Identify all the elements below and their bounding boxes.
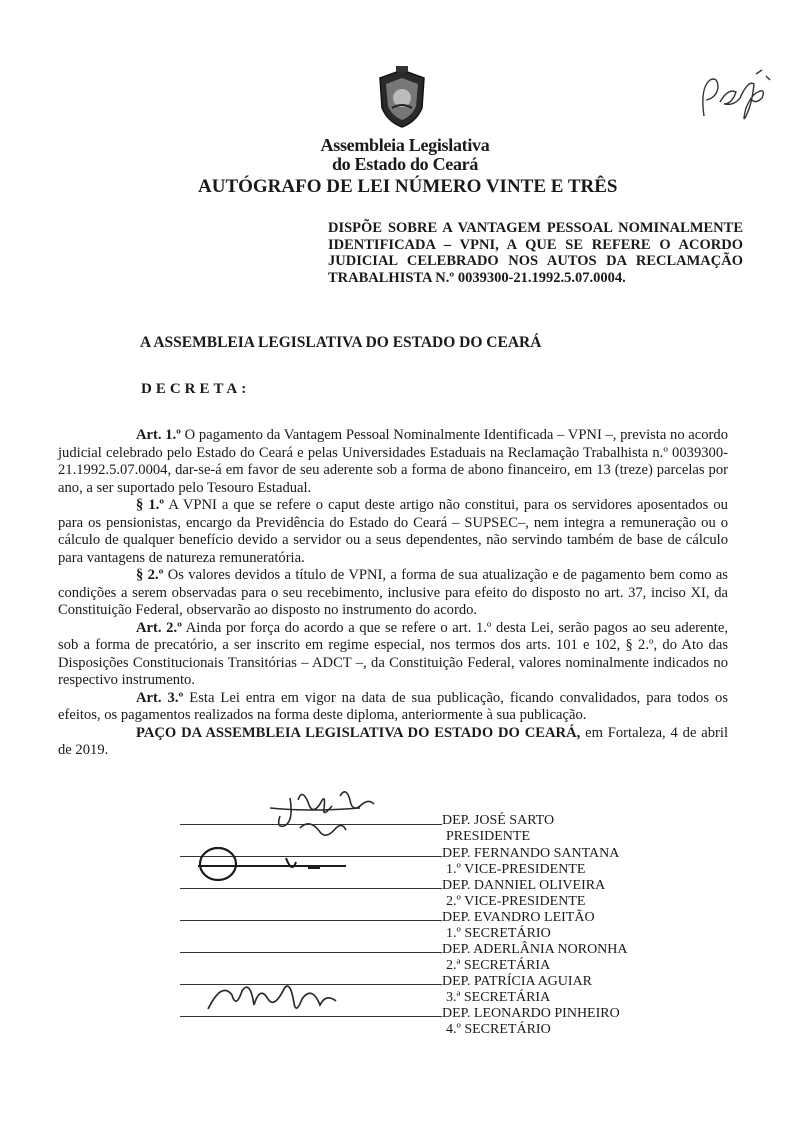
institution-line-2: do Estado do Ceará bbox=[331, 154, 479, 174]
institution-line-1: Assembleia Legislativa bbox=[320, 135, 490, 155]
signatory-role: PRESIDENTE bbox=[446, 829, 530, 844]
closing bbox=[58, 725, 728, 760]
article-text: Os valores devidos a título de VPNI, a forma de sua atualização e de pagamento bem como as condições a serem observadas para o seu recebimento, inclusive para efeito do disposto no art. 37, inciso XI, da Constituição Federal, observarão ao disposto no instrumento do acordo. bbox=[58, 567, 728, 618]
signatory-role: 2.º VICE-PRESIDENTE bbox=[446, 894, 586, 909]
signature-line bbox=[180, 920, 442, 921]
article-1 bbox=[58, 427, 728, 497]
signature-scrawl bbox=[196, 840, 356, 890]
article-text: A VPNI a que se refere o caput deste artigo não constitui, para os servidores aposentados ou para os pensionistas, encargo da Previdência do Estado do Ceará – SUPSEC–, nem integra a remuneração ou o cálculo de qualquer benefício devido a servidor ou a seus dependentes, não servindo também de base de cálculo para vantagens de natureza remuneratória. bbox=[58, 497, 728, 566]
signatory-role: 1.º SECRETÁRIO bbox=[446, 926, 551, 941]
signature-line bbox=[180, 952, 442, 953]
closing-text: em Fortaleza, 4 de abril de 2019. bbox=[58, 724, 728, 758]
institution-name bbox=[290, 136, 520, 174]
article-label: Art. 3.º bbox=[136, 689, 184, 706]
article-label: Art. 2.º bbox=[136, 619, 182, 636]
article-label: § 2.º bbox=[136, 567, 164, 583]
signatory-name: DEP. ADERLÂNIA NORONHA bbox=[442, 942, 628, 957]
decreta-heading: DECRETA: bbox=[141, 381, 251, 397]
article-text: Esta Lei entra em vigor na data de sua publicação, ficando convalidados, para todos os efeitos, os pagamentos realizados na forma deste diploma, anteriormente à sua publicação. bbox=[58, 689, 728, 723]
signatory-role: 4.º SECRETÁRIO bbox=[446, 1022, 551, 1037]
handwritten-note bbox=[696, 58, 776, 128]
signatory-name: DEP. EVANDRO LEITÃO bbox=[442, 910, 595, 925]
signatory-name: DEP. LEONARDO PINHEIRO bbox=[442, 1006, 620, 1021]
signatory-role: 3.ª SECRETÁRIA bbox=[446, 990, 551, 1005]
article-2 bbox=[58, 620, 728, 690]
signatory-role: 1.º VICE-PRESIDENTE bbox=[446, 862, 586, 877]
signatory-name: DEP. PATRÍCIA AGUIAR bbox=[442, 974, 593, 989]
closing-label: PAÇO DA ASSEMBLEIA LEGISLATIVA DO ESTADO DO CEARÁ, bbox=[136, 724, 581, 741]
signatory-name: DEP. JOSÉ SARTO bbox=[442, 813, 555, 828]
law-body bbox=[58, 427, 728, 760]
coat-of-arms-icon bbox=[372, 64, 432, 130]
article-3 bbox=[58, 690, 728, 725]
signatory-name: DEP. DANNIEL OLIVEIRA bbox=[442, 878, 606, 893]
article-label: § 1.º bbox=[136, 497, 165, 513]
paragraph-2 bbox=[58, 567, 728, 620]
signatory-role: 2.ª SECRETÁRIA bbox=[446, 958, 551, 973]
signature-scrawl bbox=[202, 975, 362, 1020]
article-text: O pagamento da Vantagem Pessoal Nominalmente Identificada – VPNI –, prevista no acordo judicial celebrado pelo Estado do Ceará e pelas Universidades Estaduais na Reclamação Trabalhista n.º 0039300-21.1992.5.07.0004, dar-se-á em favor de seu aderente sob a forma de abono financeiro, em 13 (treze) parcelas por ano, a ser suportado pelo Tesouro Estadual. bbox=[58, 427, 729, 496]
ementa: DISPÕE SOBRE A VANTAGEM PESSOAL NOMINALMENTE IDENTIFICADA – VPNI, A QUE SE REFERE O ACORDO JUDICIAL CELEBRADO NOS AUTOS DA RECLAMAÇÃO TRABALHISTA N.º 0039300-21.1992.5.07.0004. bbox=[328, 220, 743, 286]
article-label: Art. 1.º bbox=[136, 427, 181, 443]
article-text: Ainda por força do acordo a que se refere o art. 1.º desta Lei, serão pagos ao seu aderente, sob a forma de precatório, a ser inscrito em regime especial, nos termos dos arts. 101 e 102, § 2.º, do Ato das Disposições Constitucionais Transitórias – ADCT –, da Constituição Federal, valores nominalmente indicados no respectivo instrumento. bbox=[58, 619, 728, 688]
signatory-name: DEP. FERNANDO SANTANA bbox=[442, 846, 620, 861]
enacting-body: A ASSEMBLEIA LEGISLATIVA DO ESTADO DO CEARÁ bbox=[140, 334, 542, 351]
document-title: AUTÓGRAFO DE LEI NÚMERO VINTE E TRÊS bbox=[198, 176, 618, 197]
paragraph-1 bbox=[58, 497, 728, 567]
